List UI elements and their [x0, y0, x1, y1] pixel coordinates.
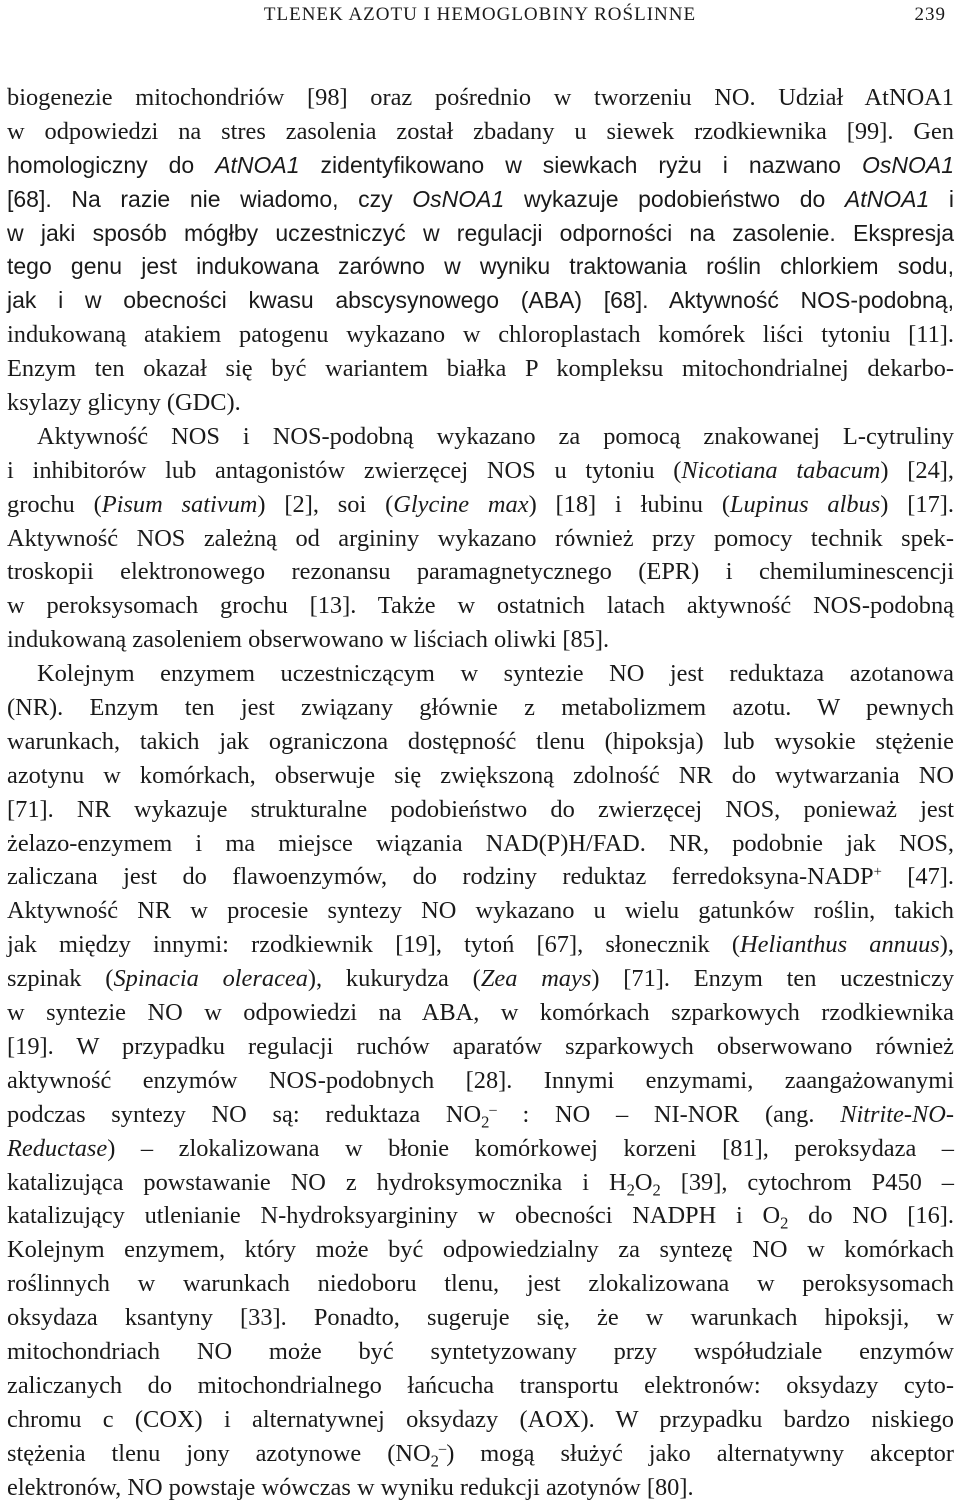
text-segment: roślinnych w warunkach niedoboru tlenu, jest zlokalizowana w peroksysomach	[7, 1270, 954, 1298]
text-segment: jak i w obecności kwasu abscysynowego (ABA) [68]. Aktywność NOS-podobną,	[7, 287, 954, 314]
text-line	[7, 725, 954, 759]
text-line	[7, 1267, 954, 1301]
text-line	[7, 183, 954, 217]
text-line	[7, 1471, 954, 1504]
text-segment: O	[634, 1168, 653, 1196]
subscript: 2	[430, 1450, 439, 1470]
text-segment: : NO – NI-NOR (ang.	[496, 1100, 841, 1128]
text-line	[7, 555, 954, 589]
text-line	[7, 1437, 954, 1471]
text-line	[7, 149, 954, 183]
text-line	[7, 962, 954, 996]
text-line	[7, 1030, 954, 1064]
text-segment: stężenia tlenu jony azotynowe (NO	[7, 1439, 431, 1467]
text-segment: żelazo-enzymem i ma miejsce wiązania NAD(P)H/FAD. NR, podobnie jak NOS,	[7, 829, 954, 857]
text-line	[7, 81, 954, 115]
text-segment: Kolejnym enzymem, który może być odpowiedzialny za syntezę NO w komórkach	[7, 1236, 954, 1264]
italic-text: OsNOA1	[861, 151, 954, 178]
text-segment: ) [17].	[880, 490, 955, 518]
text-segment: Aktywność NR w procesie syntezy NO wykazano u wielu gatunków roślin, takich	[7, 897, 954, 925]
text-line	[7, 691, 954, 725]
text-line	[7, 793, 954, 827]
text-line	[7, 1301, 954, 1335]
text-segment: chromu c (COX) i alternatywnej oksydazy (AOX). W przypadku bardzo niskiego	[7, 1405, 954, 1433]
text-segment: Aktywność NOS zależną od argininy wykazano również przy pomocy technik spek-	[7, 524, 954, 552]
text-segment: [47].	[881, 863, 954, 891]
text-line	[7, 352, 954, 386]
italic-text: AtNOA1	[844, 185, 930, 212]
text-segment: indukowaną zasoleniem obserwowano w liściach oliwki [85].	[7, 626, 610, 654]
text-segment: oksydaza ksantyny [33]. Ponadto, sugeruje się, że w warunkach hipoksji, w	[7, 1304, 954, 1332]
text-segment: w peroksysomach grochu [13]. Także w ostatnich latach aktywność NOS-podobną	[7, 592, 954, 620]
text-line	[7, 1132, 954, 1166]
text-segment: zaliczana jest do flawoenzymów, do rodziny reduktaz ferredoksyna-NADP	[7, 863, 874, 891]
text-segment: wykazuje podobieństwo do	[504, 185, 845, 212]
text-line	[7, 996, 954, 1030]
text-segment: jak między innymi: rzodkiewnik [19], tytoń [67], słonecznik (	[7, 931, 741, 959]
subscript: 2	[652, 1179, 661, 1199]
text-segment: ) [18] i łubinu (	[528, 490, 730, 518]
text-segment: troskopii elektronowego rezonansu paramagnetycznego (EPR) i chemiluminescencji	[7, 558, 954, 586]
italic-text: Glycine max	[393, 490, 529, 518]
text-line	[7, 386, 954, 420]
paragraph	[7, 657, 954, 1504]
text-segment: biogenezie mitochondriów [98] oraz pośrednio w tworzeniu NO. Udział AtNOA1	[7, 84, 954, 111]
subscript: 2	[626, 1179, 635, 1199]
subscript: 2	[780, 1213, 789, 1233]
text-line	[7, 589, 954, 623]
page-number: 239	[914, 4, 946, 25]
text-segment: i	[929, 185, 954, 212]
text-segment: grochu (	[7, 490, 102, 518]
text-segment: i inhibitorów lub antagonistów zwierzęcej NOS u tytoniu (	[7, 456, 682, 484]
superscript: +	[873, 864, 882, 881]
body-text	[7, 81, 954, 1504]
text-segment: katalizujący utlenianie N-hydroksyargininy w obecności NADPH i O	[7, 1202, 781, 1230]
text-line	[7, 1166, 954, 1200]
text-segment: ), kukurydza (	[307, 965, 481, 993]
text-segment: ksylazy glicyny (GDC).	[7, 389, 241, 417]
italic-text: Spinacia oleracea	[113, 965, 308, 993]
text-segment: ),	[939, 931, 954, 959]
text-segment: ) [2], soi (	[257, 490, 394, 518]
italic-text: OsNOA1	[412, 185, 505, 212]
text-segment: warunkach, takich jak ograniczona dostępność tlenu (hipoksja) lub wysokie stężenie	[7, 727, 954, 755]
italic-text: Helianthus annuus	[740, 931, 940, 959]
text-line	[7, 623, 954, 657]
text-segment: ) [71]. Enzym ten uczestniczy	[591, 965, 955, 993]
text-line	[7, 860, 954, 894]
italic-text: Nicotiana tabacum	[681, 456, 881, 484]
text-segment: tego genu jest indukowana zarówno w wyniku traktowania roślin chlorkiem sodu,	[7, 253, 954, 280]
text-segment: homologiczny do	[7, 151, 216, 178]
text-segment: Kolejnym enzymem uczestniczącym w syntezie NO jest reduktaza azotanowa	[37, 660, 954, 688]
text-segment: katalizująca powstawanie NO z hydroksymocznika i H	[7, 1168, 627, 1196]
text-segment: [71]. NR wykazuje strukturalne podobieństwo do zwierzęcej NOS, ponieważ jest	[7, 795, 954, 823]
text-segment: [39], cytochrom P450 –	[660, 1168, 954, 1196]
text-line	[7, 1369, 954, 1403]
italic-text: Pisum sativum	[101, 490, 258, 518]
text-segment: zidentyfikowano w siewkach ryżu i nazwano	[299, 151, 862, 178]
italic-text: AtNOA1	[215, 151, 300, 178]
text-line	[7, 115, 954, 149]
page-header	[0, 4, 960, 28]
text-line	[7, 1098, 954, 1132]
text-segment: elektronów, NO powstaje wówczas w wyniku redukcji azotynów [80].	[7, 1473, 694, 1501]
italic-text: Reductase	[7, 1134, 108, 1162]
text-segment: Enzym ten okazał się być wariantem białka P kompleksu mitochondrialnej dekarbo-	[7, 355, 954, 383]
text-segment: [19]. W przypadku regulacji ruchów aparatów szparkowych obserwowano również	[7, 1032, 954, 1060]
text-line	[7, 1403, 954, 1437]
text-line	[7, 284, 954, 318]
text-segment: indukowaną atakiem patogenu wykazano w chloroplastach komórek liści tytoniu [11].	[7, 321, 954, 349]
text-segment: szpinak (	[7, 965, 114, 993]
text-segment: (NR). Enzym ten jest związany głównie z metabolizmem azotu. W pewnych	[7, 694, 954, 722]
text-segment: w odpowiedzi na stres zasolenia został zbadany u siewek rzodkiewnika [99]. Gen	[7, 117, 954, 145]
text-segment: w syntezie NO w odpowiedzi na ABA, w komórkach szparkowych rzodkiewnika	[7, 999, 954, 1027]
text-line	[7, 488, 954, 522]
superscript: –	[438, 1440, 447, 1457]
text-line	[7, 420, 954, 454]
italic-text: Zea mays	[480, 965, 592, 993]
text-line	[7, 250, 954, 284]
text-segment: ) – zlokalizowana w błonie komórkowej korzeni [81], peroksydaza –	[107, 1134, 954, 1162]
subscript: 2	[481, 1112, 490, 1132]
text-segment: mitochondriach NO może być syntetyzowany przy współudziale enzymów	[7, 1337, 954, 1365]
text-line	[7, 1064, 954, 1098]
text-line	[7, 928, 954, 962]
text-segment: ) [24],	[880, 456, 954, 484]
superscript: –	[489, 1101, 497, 1118]
text-line	[7, 522, 954, 556]
italic-text: Nitrite-NO-	[840, 1100, 955, 1128]
text-line	[7, 454, 954, 488]
text-segment: podczas syntezy NO są: reduktaza NO	[7, 1100, 482, 1128]
text-segment: w jaki sposób mógłby uczestniczyć w regulacji odporności na zasolenie. Ekspresja	[7, 219, 954, 246]
paragraph	[7, 81, 954, 420]
text-line	[7, 657, 954, 691]
italic-text: Lupinus albus	[729, 490, 881, 518]
text-line	[7, 1335, 954, 1369]
text-segment: [68]. Na razie nie wiadomo, czy	[7, 185, 413, 212]
running-title: TLENEK AZOTU I HEMOGLOBINY ROŚLINNE	[263, 4, 697, 25]
text-line	[7, 217, 954, 251]
text-segment: azotynu w komórkach, obserwuje się zwiększoną zdolność NR do wytwarzania NO	[7, 761, 954, 789]
text-line	[7, 827, 954, 861]
text-segment: Aktywność NOS i NOS-podobną wykazano za pomocą znakowanej L-cytruliny	[37, 422, 954, 450]
text-segment: do NO [16].	[788, 1202, 954, 1230]
paragraph	[7, 420, 954, 657]
text-segment: ) mogą służyć jako alternatywny akceptor	[446, 1439, 954, 1467]
text-segment: aktywność enzymów NOS-podobnych [28]. Innymi enzymami, zaangażowanymi	[7, 1066, 954, 1094]
text-segment: zaliczanych do mitochondrialnego łańcucha transportu elektronów: oksydazy cyto-	[7, 1371, 954, 1399]
text-line	[7, 894, 954, 928]
text-line	[7, 1199, 954, 1233]
text-line	[7, 1233, 954, 1267]
text-line	[7, 759, 954, 793]
text-line	[7, 318, 954, 352]
